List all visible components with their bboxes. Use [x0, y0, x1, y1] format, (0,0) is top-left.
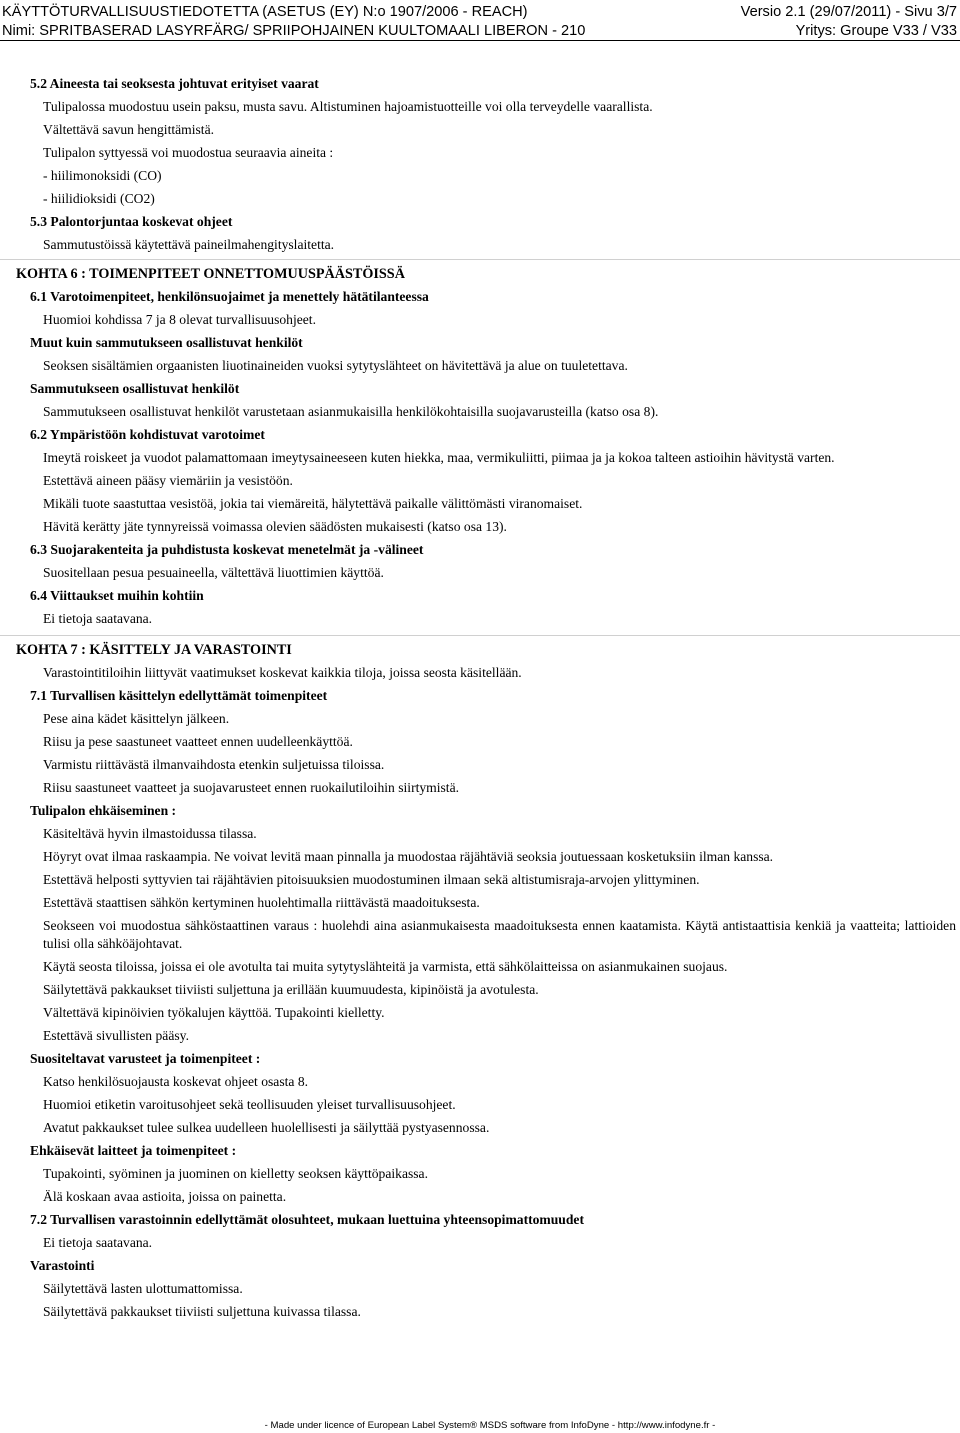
section-7-1-heading: 7.1 Turvallisen käsittelyn edellyttämät toimenpiteet: [30, 688, 328, 703]
section-5-2-line: - hiilimonoksidi (CO): [43, 168, 162, 183]
subsection-text: Seoksen sisältämien orgaanisten liuotinaineiden vuoksi sytytyslähteet on hävitettävä ja alue on tuuletettava.: [43, 358, 628, 373]
section-7-2-heading: 7.2 Turvallisen varastoinnin edellyttämät olosuhteet, mukaan luettuina yhteensopimattomuudet: [30, 1212, 584, 1227]
section-7-1-line: Pese aina kädet käsittelyn jälkeen.: [43, 711, 230, 726]
section-6-1-line: Huomioi kohdissa 7 ja 8 olevat turvallisuusohjeet.: [43, 312, 316, 327]
section-7-1-line: Riisu saastuneet vaatteet ja suojavarusteet ennen ruokailutiloihin siirtymistä.: [43, 780, 460, 795]
section-6-2-line: Mikäli tuote saastuttaa vesistöä, jokia tai viemäreitä, hälytettävä paikalle välittömästi viranomaiset.: [43, 496, 583, 511]
section-6-4-line: Ei tietoja saatavana.: [43, 611, 153, 626]
section-divider: [0, 635, 960, 636]
fire-prevention-line: Estettävä staattisen sähkön kertyminen huolehtimalla riittävästä maadoituksesta.: [43, 895, 480, 910]
document-title: KÄYTTÖTURVALLISUUSTIEDOTETTA (ASETUS (EY) N:o 1907/2006 - REACH): [2, 4, 528, 20]
company-name: Yritys: Groupe V33 / V33: [795, 23, 957, 39]
section-6-title-text: KOHTA 6 : TOIMENPITEET ONNETTOMUUSPÄÄSTÖISSÄ: [16, 266, 405, 282]
section-5-3-heading: 5.3 Palontorjuntaa koskevat ohjeet: [30, 214, 233, 229]
section-divider: [0, 259, 960, 260]
fire-prevention-line: Käsiteltävä hyvin ilmastoidussa tilassa.: [43, 826, 257, 841]
version-info: Versio 2.1 (29/07/2011) - Sivu 3/7: [740, 4, 957, 20]
section-7-intro: Varastointitiloihin liittyvät vaatimukset koskevat kaikkia tiloja, joissa seosta käsitellään.: [43, 665, 522, 680]
section-6-2-heading: 6.2 Ympäristöön kohdistuvat varotoimet: [30, 427, 265, 442]
section-6-2-line: Estettävä aineen pääsy viemäriin ja vesistöön.: [43, 473, 293, 488]
recommended-equipment-line: Avatut pakkaukset tulee sulkea uudelleen huolellisesti ja säilyttää pystyasennossa.: [43, 1120, 490, 1135]
preventive-measures-line: Tupakointi, syöminen ja juominen on kielletty seoksen käyttöpaikassa.: [43, 1166, 428, 1181]
fire-prevention-line: Käytä seosta tiloissa, joissa ei ole avotulta tai muita sytytyslähteitä ja varmista, että sähkölaitteissa on asianmukainen suojaus.: [43, 959, 728, 974]
subsection-heading: Muut kuin sammutukseen osallistuvat henkilöt: [30, 335, 303, 350]
section-7-2-line: Ei tietoja saatavana.: [43, 1235, 153, 1250]
section-6-3-heading: 6.3 Suojarakenteita ja puhdistusta koskevat menetelmät ja -välineet: [30, 542, 424, 557]
fire-prevention-line: Estettävä helposti syttyvien tai räjähtävien pitoisuuksien muodostuminen ilmaan sekä altistumisraja-arvojen ylittyminen.: [43, 872, 700, 887]
section-5-3-line: Sammutustöissä käytettävä paineilmahengityslaitetta.: [43, 237, 335, 252]
subsection-heading: Sammutukseen osallistuvat henkilöt: [30, 381, 240, 396]
fire-prevention-line: Vältettävä kipinöivien työkalujen käyttöä. Tupakointi kielletty.: [43, 1005, 385, 1020]
product-name: Nimi: SPRITBASERAD LASYRFÄRG/ SPRIIPOHJAINEN KUULTOMAALI LIBERON - 210: [2, 23, 586, 39]
recommended-equipment-line: Huomioi etiketin varoitusohjeet sekä teollisuuden yleiset turvallisuusohjeet.: [43, 1097, 456, 1112]
storage-heading: Varastointi: [30, 1258, 95, 1273]
recommended-equipment-heading: Suositeltavat varusteet ja toimenpiteet :: [30, 1051, 261, 1066]
section-6-3-line: Suositellaan pesua pesuaineella, vältettävä liuottimien käyttöä.: [43, 565, 384, 580]
section-6-1-heading: 6.1 Varotoimenpiteet, henkilönsuojaimet ja menettely hätätilanteessa: [30, 289, 429, 304]
section-5-2-line: Vältettävä savun hengittämistä.: [43, 122, 215, 137]
storage-line: Säilytettävä lasten ulottumattomissa.: [43, 1281, 243, 1296]
preventive-measures-heading: Ehkäisevät laitteet ja toimenpiteet :: [30, 1143, 237, 1158]
fire-prevention-paragraph: Seokseen voi muodostua sähköstaattinen varaus : huolehdi aina asianmukaisesta maadoituksesta ennen kaatamista. Käytä antistaattisia kenkiä ja vaatteita; lattioiden tulisi olla sähköäjohtavat.: [43, 918, 956, 951]
section-6-2-paragraph: Imeytä roiskeet ja vuodot palamattomaan imeytysaineeseen kuten hiekka, maa, vermikuliitti, piimaa ja ja kokoa talteen astioihin hävitystä varten.: [43, 450, 835, 465]
document-body: [0, 72, 960, 1323]
section-7-1-line: Varmistu riittävästä ilmanvaihdosta etenkin suljetuissa tiloissa.: [43, 757, 385, 772]
section-7-title-text: KOHTA 7 : KÄSITTELY JA VARASTOINTI: [16, 642, 292, 658]
fire-prevention-heading: Tulipalon ehkäiseminen :: [30, 803, 177, 818]
section-5-2-line: Tulipalossa muodostuu usein paksu, musta savu. Altistuminen hajoamistuotteille voi olla terveydelle vaarallista.: [43, 99, 653, 114]
fire-prevention-line: Säilytettävä pakkaukset tiiviisti suljettuna ja erillään kuumuudesta, kipinöistä ja avotulesta.: [43, 982, 539, 997]
section-5-2-heading: 5.2 Aineesta tai seoksesta johtuvat erityiset vaarat: [30, 76, 319, 91]
section-6-title: [16, 263, 960, 285]
section-6-4-heading: 6.4 Viittaukset muihin kohtiin: [30, 588, 204, 603]
section-7-1-line: Riisu ja pese saastuneet vaatteet ennen uudelleenkäyttöä.: [43, 734, 353, 749]
subsection-text: Sammutukseen osallistuvat henkilöt varustetaan asianmukaisilla henkilökohtaisilla suojavarusteilla (katso osa 8).: [43, 404, 659, 419]
section-6-2-line: Hävitä kerätty jäte tynnyreissä voimassa olevien säädösten mukaisesti (katso osa 13).: [43, 519, 507, 534]
page-footer: - Made under licence of European Label System® MSDS software from InfoDyne - http://www.infodyne.fr -: [264, 1420, 716, 1431]
fire-prevention-line: Estettävä sivullisten pääsy.: [43, 1028, 189, 1043]
header-divider: [0, 40, 960, 41]
page-header: [0, 0, 960, 44]
recommended-equipment-line: Katso henkilösuojausta koskevat ohjeet osasta 8.: [43, 1074, 309, 1089]
storage-line: Säilytettävä pakkaukset tiiviisti suljettuna kuivassa tilassa.: [43, 1304, 361, 1319]
preventive-measures-line: Älä koskaan avaa astioita, joissa on painetta.: [43, 1189, 287, 1204]
section-7-title: [16, 639, 960, 661]
section-5-2-line: - hiilidioksidi (CO2): [43, 191, 155, 206]
fire-prevention-line: Höyryt ovat ilmaa raskaampia. Ne voivat levitä maan pinnalla ja muodostaa räjähtäviä seoksia joutuessaan kosketuksiin ilman kanssa.: [43, 849, 774, 864]
section-5-2-line: Tulipalon syttyessä voi muodostua seuraavia aineita :: [43, 145, 334, 160]
